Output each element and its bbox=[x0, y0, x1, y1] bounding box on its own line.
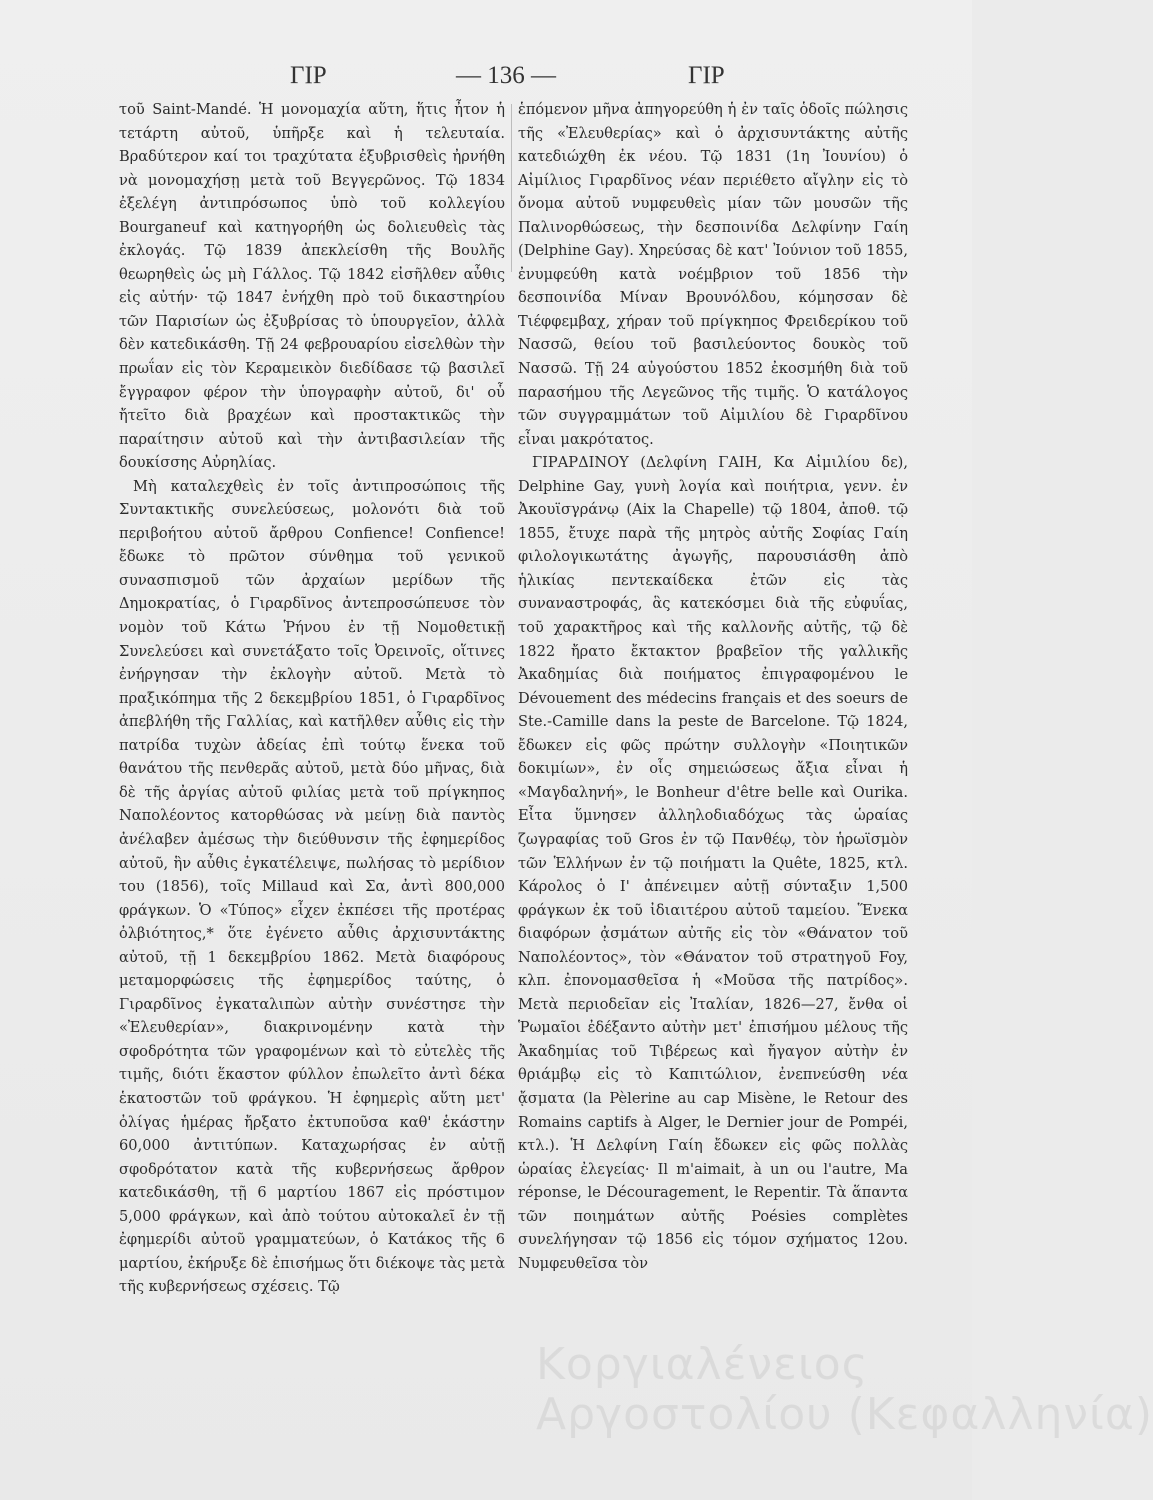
column-divider bbox=[511, 104, 512, 272]
paragraph: τοῦ Saint-Mandé. Ἡ μονομαχία αὕτη, ἥτις ἦτον ἡ τετάρτη αὐτοῦ, ὑπῆρξε καὶ ἡ τελευταία. Βραδύτερον καί τοι τραχύτατα ἐξυβρισθεὶς ἠρνήθη νὰ μονομαχήσῃ μετὰ τοῦ Βεγγερῶνος. Τῷ 1834 ἐξελέγη ἀντιπρόσωπος ὑπὸ τοῦ κολλεγίου Bourganeuf καὶ κατηγορήθη ὡς δολιευθεὶς τὰς ἐκλογάς. Τῷ 1839 ἀπεκλείσθη τῆς Βουλῆς θεωρηθεὶς ὡς μὴ Γάλλος. Τῷ 1842 εἰσῆλθεν αὖθις εἰς αὐτήν· τῷ 1847 ἐνήχθη πρὸ τοῦ δικαστηρίου τῶν Παρισίων ὡς ἐξυβρίσας τὸ ὑπουργεῖον, ἀλλὰ δὲν κατεδικάσθη. Τῇ 24 φεβρουαρίου εἰσελθὼν τὴν πρωΐαν εἰς τὸν Κεραμεικὸν διεδίδασε τῷ βασιλεῖ ἔγγραφον φέρον τὴν ὑπογραφὴν αὐτοῦ, δι' οὗ ἤτεῖτο διὰ βραχέων καὶ προστακτικῶς τὴν παραίτησιν αὐτοῦ καὶ τὴν ἀντιβασιλείαν τῆς δουκίσσης Αὐρηλίας. bbox=[119, 101, 505, 472]
watermark-line: Κοργιαλένειος bbox=[536, 1339, 869, 1390]
header-right-keyword: ΓΙΡ bbox=[688, 62, 725, 89]
paragraph: ἑπόμενον μῆνα ἀπηγορεύθη ἡ ἐν ταῖς ὁδοῖς πώλησις τῆς «Ἐλευθερίας» καὶ ὁ ἀρχισυντάκτης αὐτῆς κατεδιώχθη ἐκ νέου. Τῷ 1831 (1η Ἰουνίου) ὁ Αἰμίλιος Γιραρδῖνος νέαν περιέθετο αἴγλην εἰς τὸ ὄνομα αὐτοῦ νυμφευθεὶς μίαν τῶν μουσῶν τῆς Παλινορθώσεως, τὴν δεσποινίδα Δελφίνην Γαίη (Delphine Gay). Χηρεύσας δὲ κατ' Ἰούνιον τοῦ 1855, ἐνυμφεύθη κατὰ νοέμβριον τοῦ 1856 τὴν δεσποινίδα Μίναν Βρουνόλδου, κόμησσαν δὲ Τιέφφεμβαχ, χήραν τοῦ πρίγκηπος Φρειδερίκου τοῦ Νασσῶ, θείου τοῦ βασιλεύοντος δουκὸς τοῦ Νασσῶ. Τῇ 24 αὐγούστου 1852 ἐκοσμήθη διὰ τοῦ παρασήμου τῆς Λεγεῶνος τῆς τιμῆς. Ὁ κατάλογος τῶν συγγραμμάτων τοῦ Αἰμιλίου δὲ Γιραρδῖνου εἶναι μακρότατος. bbox=[518, 101, 908, 448]
header-left-keyword: ΓΙΡ bbox=[290, 62, 327, 89]
paragraph: ΓΙΡΑΡΔΙΝΟΥ (Δελφίνη ΓΑΙΗ, Κα Αἰμιλίου δε), Delphine Gay, γυνὴ λογία καὶ ποιήτρια, γενν. ἐν Ἀκουϊσγράνῳ (Aix la Chapelle) τῷ 1804, ἀποθ. τῷ 1855, ἔτυχε παρὰ τῆς μητρὸς αὐτῆς Σοφίας Γαίη φιλολογικωτάτης ἀγωγῆς, παρουσιάσθη ἀπὸ ἡλικίας πεντεκαίδεκα ἐτῶν εἰς τὰς συναναστροφάς, ἃς κατεκόσμει διὰ τῆς εὐφυΐας, τοῦ χαρακτῆρος καὶ τῆς καλλονῆς αὐτῆς, τῷ δὲ 1822 ἤρατο ἔκτακτον βραβεῖον τῆς γαλλικῆς Ἀκαδημίας διὰ ποιήματος ἐπιγραφομένου le Dévouement des médecins français et des soeurs de Ste.-Camille dans la peste de Barcelone. Τῷ 1824, ἔδωκεν εἰς φῶς πρώτην συλλογὴν «Ποιητικῶν δοκιμίων», ἐν οἷς σημειώσεως ἄξια εἶναι ἡ «Μαγδαληνή», le Bonheur d'être belle καὶ Ourika. Εἶτα ὕμνησεν ἀλληλοδιαδόχως τὰς ὡραίας ζωγραφίας τοῦ Gros ἐν τῷ Πανθέῳ, τὸν ἡρωϊσμὸν τῶν Ἑλλήνων ἐν τῷ ποιήματι la Quête, 1825, κτλ. Κάρολος ὁ Ι' ἀπένειμεν αὐτῇ σύνταξιν 1,500 φράγκων ἐκ τοῦ ἰδιαιτέρου αὐτοῦ ταμείου. Ἕνεκα διαφόρων ᾀσμάτων αὐτῆς εἰς τὸν «Θάνατον τοῦ Ναπολέοντος», τὸν «Θάνατον τοῦ στρατηγοῦ Foy, κλπ. ἐπονομασθεῖσα ἡ «Μοῦσα τῆς πατρίδος». Μετὰ περιοδεῖαν εἰς Ἰταλίαν, 1826—27, ἔνθα οἱ Ῥωμαῖοι ἐδέξαντο αὐτὴν μετ' ἐπισήμου μέλους τῆς Ἀκαδημίας τοῦ Τιβέρεως καὶ ἤγαγον αὐτὴν ἐν θριάμβῳ εἰς τὸ Καπιτώλιον, ἐνεπνεύσθη νέα ᾄσματα (la Pèlerine au cap Misène, le Retour des Romains captifs à Alger, le Dernier jour de Pompéi, κτλ.). Ἡ Δελφίνη Γαίη ἔδωκεν εἰς φῶς πολλὰς ὡραίας ἐλεγείας· Il m'aimait, à un ou l'autre, Ma réponse, le Découragement, le Repentir. Τὰ ἅπαντα τῶν ποιημάτων αὐτῆς Poésies complètes συνελήγησαν τῷ 1856 εἰς τόμον σχήματος 12ου. Νυμφευθεῖσα τὸν bbox=[518, 454, 908, 1272]
library-watermark bbox=[536, 1339, 1153, 1440]
running-header bbox=[0, 62, 972, 96]
left-column bbox=[119, 98, 505, 1299]
page-number: — 136 — bbox=[456, 62, 556, 89]
paragraph: Μὴ καταλεχθεὶς ἐν τοῖς ἀντιπροσώποις τῆς Συντακτικῆς συνελεύσεως, μολονότι διὰ τοῦ περιβοήτου αὐτοῦ ἄρθρου Confience! Confience! ἔδωκε τὸ πρῶτον σύνθημα τοῦ γενικοῦ συνασπισμοῦ τῶν ἀρχαίων μερίδων τῆς Δημοκρατίας, ὁ Γιραρδῖνος ἀντεπροσώπευσε τὸν νομὸν τοῦ Κάτω Ῥήνου ἐν τῇ Νομοθετικῇ Συνελεύσει καὶ συνετάξατο τοῖς Ὀρεινοῖς, οἵτινες ἐνήργησαν τὴν ἐκλογὴν αὐτοῦ. Μετὰ τὸ πραξικόπημα τῆς 2 δεκεμβρίου 1851, ὁ Γιραρδῖνος ἀπεβλήθη τῆς Γαλλίας, καὶ κατῆλθεν αὖθις εἰς τὴν πατρίδα τυχὼν ἀδείας ἐπὶ τούτῳ ἕνεκα τοῦ θανάτου τῆς πενθερᾶς αὐτοῦ, μετὰ δύο μῆνας, διὰ δὲ τῆς ἀργίας αὐτοῦ φιλίας μετὰ τοῦ πρίγκηπος Ναπολέοντος κατορθώσας νὰ μείνῃ διὰ παντὸς ἀνέλαβεν ἀμέσως τὴν διεύθυνσιν τῆς ἐφημερίδος αὐτοῦ, ἣν αὖθις ἐγκατέλειψε, πωλήσας τὸ μερίδιον του (1856), τοῖς Millaud καὶ Σα, ἀντὶ 800,000 φράγκων. Ὁ «Τύπος» εἶχεν ἐκπέσει τῆς προτέρας ὀλβιότητος,* ὅτε ἐγένετο αὖθις ἀρχισυντάκτης αὐτοῦ, τῇ 1 δεκεμβρίου 1862. Μετὰ διαφόρους μεταμορφώσεις τῆς ἐφημερίδος ταύτης, ὁ Γιραρδῖνος ἐγκαταλιπὼν αὐτὴν συνέστησε τὴν «Ἐλευθερίαν», διακρινομένην κατὰ τὴν σφοδρότητα τῶν γραφομένων καὶ τὸ εὐτελὲς τῆς τιμῆς, διότι ἕκαστον φύλλον ἐπωλεῖτο ἀντὶ δέκα ἑκατοστῶν τοῦ φράγκου. Ἡ ἐφημερὶς αὕτη μετ' ὀλίγας ἡμέρας ἤρξατο ἐκτυποῦσα καθ' ἑκάστην 60,000 ἀντιτύπων. Καταχωρήσας ἐν αὐτῇ σφοδρότατον κατὰ τῆς κυβερνήσεως ἄρθρον κατεδικάσθη, τῇ 6 μαρτίου 1867 εἰς πρόστιμον 5,000 φράγκων, καὶ ἀπὸ τούτου αὐτοκαλεῖ ἐν τῇ ἐφημερίδι αὐτοῦ γραμματεύων, ὁ Κατάκος τῆς 6 μαρτίου, ἐκήρυξε δὲ ἐπισήμως ὅτι διέκοψε τὰς μετὰ τῆς κυβερνήσεως σχέσεις. Τῷ bbox=[119, 477, 505, 1296]
right-column bbox=[518, 98, 908, 1275]
watermark-line: Αργοστολίου (Κεφαλληνία) bbox=[536, 1389, 1153, 1440]
